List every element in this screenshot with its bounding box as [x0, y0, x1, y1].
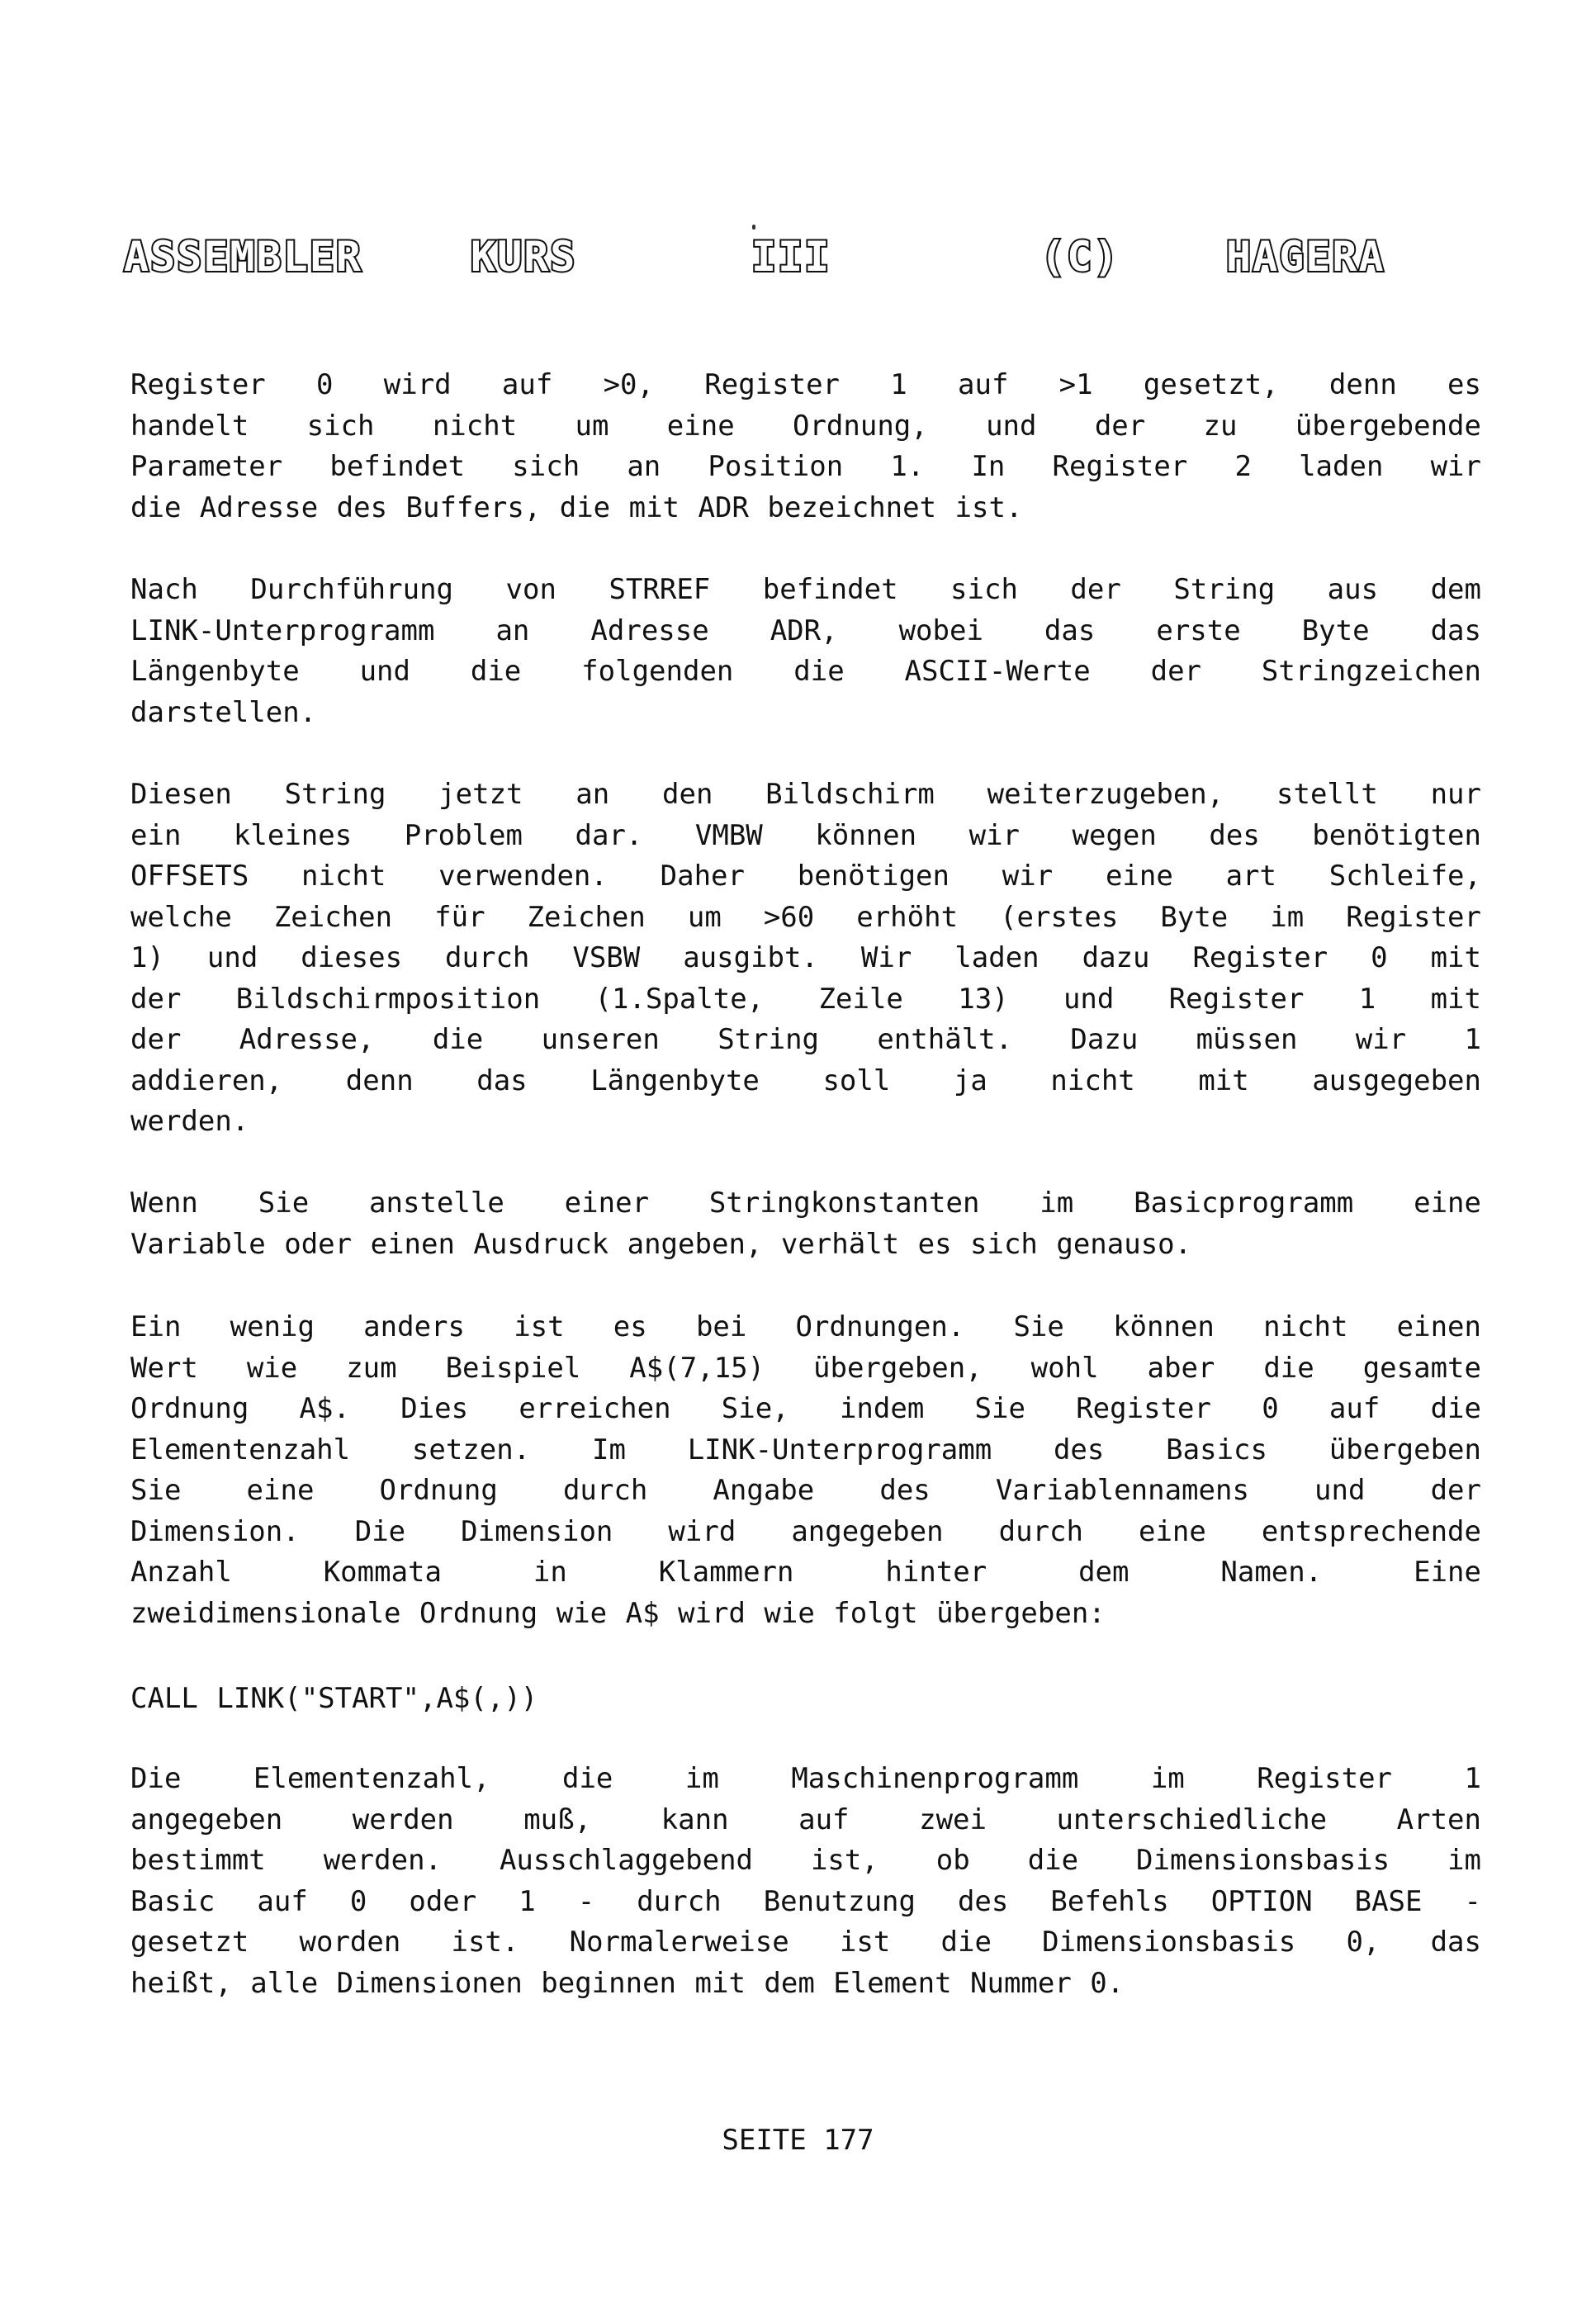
text-line: zweidimensionale Ordnung wie A$ wird wie folgt übergeben:: [130, 1596, 1106, 1630]
text-line: ein kleines Problem dar. VMBW können wir wegen des benötigten: [130, 818, 1481, 852]
text-line: Längenbyte und die folgenden die ASCII-Werte der Stringzeichen: [130, 655, 1481, 688]
text-line: Sie eine Ordnung durch Angabe des Variablennamens und der: [130, 1474, 1481, 1507]
text-line: handelt sich nicht um eine Ordnung, und der zu übergebende: [130, 409, 1481, 443]
text-line: die Adresse des Buffers, die mit ADR bezeichnet ist.: [130, 490, 1023, 524]
heading-word-copyright: (C): [1040, 233, 1120, 281]
text-line: Parameter befindet sich an Position 1. In Register 2 laden wir: [130, 450, 1481, 483]
text-line: Basic auf 0 oder 1 - durch Benutzung des Befehls OPTION BASE -: [130, 1884, 1481, 1918]
text-line: Variable oder einen Ausdruck angeben, verhält es sich genauso.: [130, 1227, 1192, 1261]
text-line: Wert wie zum Beispiel A$(7,15) übergeben, wohl aber die gesamte: [130, 1351, 1481, 1385]
heading-word-author: HAGERA: [1226, 233, 1385, 281]
text-line: Elementenzahl setzen. Im LINK-Unterprogramm des Basics übergeben: [130, 1433, 1481, 1466]
text-line: der Bildschirmposition (1.Spalte, Zeile 13) und Register 1 mit: [130, 982, 1481, 1016]
page-number: SEITE 177: [722, 2124, 874, 2157]
paragraph-variables: [130, 1183, 1481, 1265]
text-line: angegeben werden muß, kann auf zwei unterschiedliche Arten: [130, 1803, 1481, 1836]
text-line: Register 0 wird auf >0, Register 1 auf >1 gesetzt, denn es: [130, 368, 1481, 401]
text-line: darstellen.: [130, 695, 317, 729]
heading-word-numeral: III: [751, 233, 831, 281]
paragraph-registers: [130, 365, 1481, 528]
code-line: CALL LINK("START",A$(,)): [130, 1682, 538, 1715]
paragraph-arrays: [130, 1307, 1481, 1634]
code-sample: [130, 1679, 1481, 1720]
text-line: OFFSETS nicht verwenden. Daher benötigen wir eine art Schleife,: [130, 860, 1481, 893]
heading-word-kurs: KURS: [471, 233, 577, 281]
text-line: welche Zeichen für Zeichen um >60 erhöht (erstes Byte im Register: [130, 900, 1481, 934]
text-line: Nach Durchführung von STRREF befindet sich der String aus dem: [130, 573, 1481, 606]
heading-word-assembler: ASSEMBLER: [124, 233, 362, 281]
speck-mark: [752, 225, 755, 230]
text-line: Ordnung A$. Dies erreichen Sie, indem Sie Register 0 auf die: [130, 1392, 1481, 1425]
text-line: LINK-Unterprogramm an Adresse ADR, wobei das erste Byte das: [130, 614, 1481, 647]
text-line: 1) und dieses durch VSBW ausgibt. Wir laden dazu Register 0 mit: [130, 941, 1481, 974]
text-line: addieren, denn das Längenbyte soll ja nicht mit ausgegeben: [130, 1064, 1481, 1097]
paragraph-strref: [130, 570, 1481, 733]
text-line: der Adresse, die unseren String enthält. Dazu müssen wir 1: [130, 1023, 1481, 1056]
text-line: Die Elementenzahl, die im Maschinenprogramm im Register 1: [130, 1762, 1481, 1795]
text-line: Ein wenig anders ist es bei Ordnungen. Sie können nicht einen: [130, 1310, 1481, 1343]
text-line: Dimension. Die Dimension wird angegeben durch eine entsprechende: [130, 1514, 1481, 1548]
text-line: werden.: [130, 1105, 249, 1138]
text-line: Diesen String jetzt an den Bildschirm weiterzugeben, stellt nur: [130, 778, 1481, 811]
page-heading: [124, 233, 1494, 291]
paragraph-screen-output: [130, 775, 1481, 1143]
text-line: Anzahl Kommata in Klammern hinter dem Namen. Eine: [130, 1556, 1481, 1589]
text-line: Wenn Sie anstelle einer Stringkonstanten im Basicprogramm eine: [130, 1187, 1481, 1220]
paragraph-dimension-base: [130, 1759, 1481, 2004]
text-line: bestimmt werden. Ausschlaggebend ist, ob die Dimensionsbasis im: [130, 1844, 1481, 1877]
text-line: heißt, alle Dimensionen beginnen mit dem Element Nummer 0.: [130, 1966, 1125, 2000]
text-line: gesetzt worden ist. Normalerweise ist die Dimensionsbasis 0, das: [130, 1926, 1481, 1959]
